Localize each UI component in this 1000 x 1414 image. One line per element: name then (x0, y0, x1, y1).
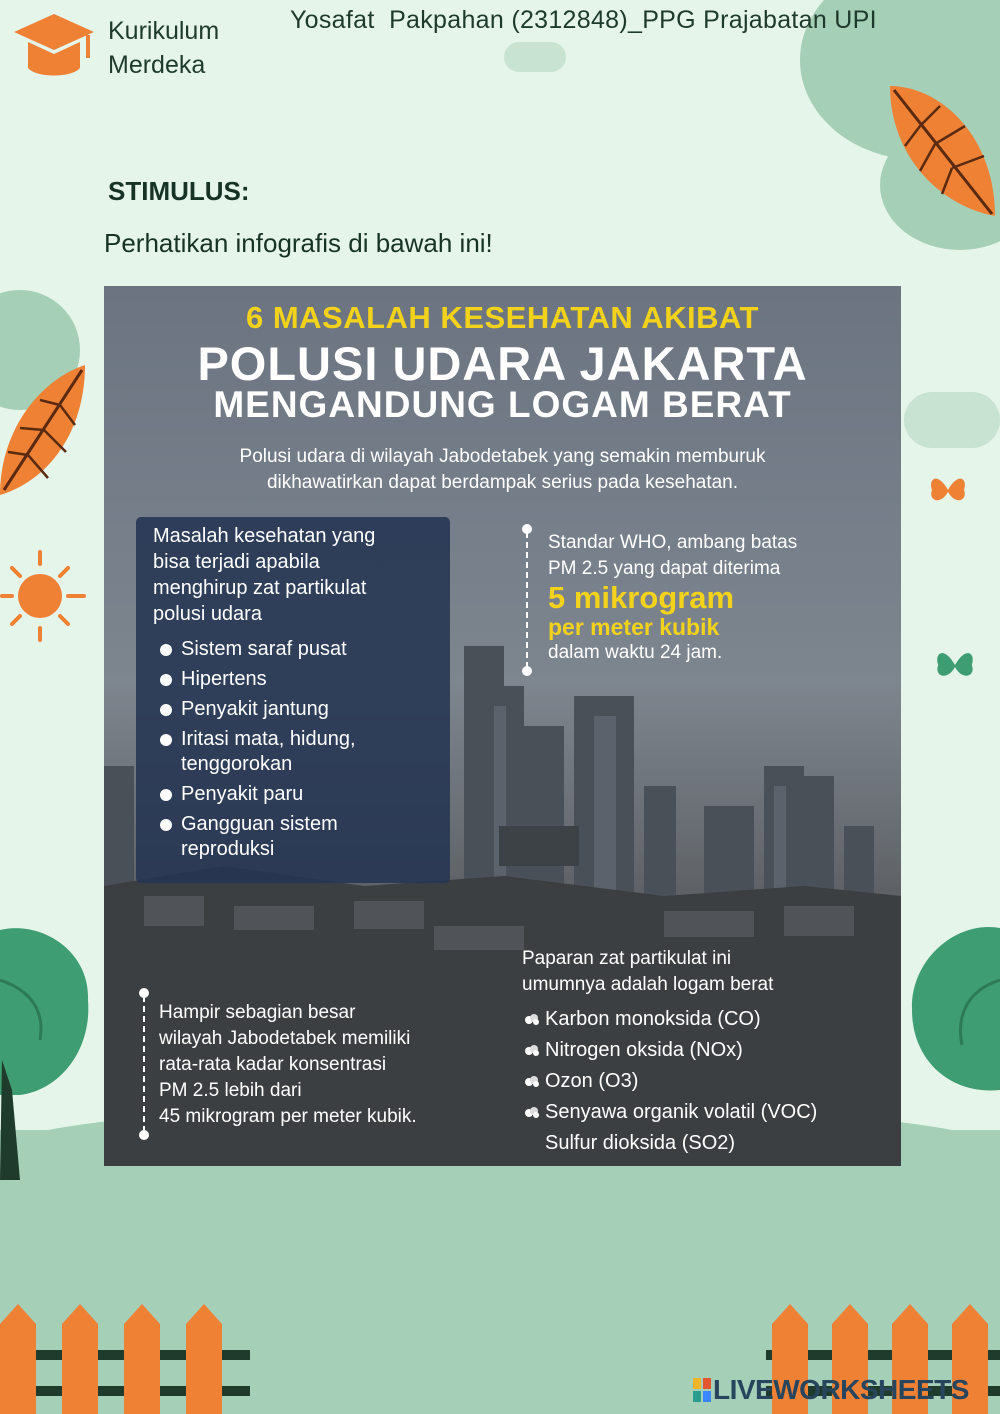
list-item (153, 727, 438, 777)
item-text: Ozon (O3) (545, 1070, 639, 1092)
butterfly-icon (934, 644, 976, 686)
smoke-icon (524, 1044, 540, 1056)
list-item (522, 1035, 882, 1066)
item-text: Karbon monoksida (CO) (545, 1008, 761, 1030)
brand-line: Kurikulum (108, 17, 220, 45)
item-text: Nitrogen oksida (NOx) (545, 1039, 743, 1061)
leaf-icon (880, 76, 1000, 226)
author-line: Yosafat Pakpahan (2312848)_PPG Prajabatan UPI (290, 6, 877, 34)
instruction-text: Perhatikan infografis di bawah ini! (104, 228, 493, 258)
stimulus-label: STIMULUS: (108, 176, 250, 206)
bullet-icon (160, 734, 172, 746)
item-text: Senyawa organik volatil (VOC) (545, 1101, 818, 1123)
butterfly-icon (928, 470, 968, 510)
item-text: Penyakit jantung (181, 698, 329, 720)
watermark-text: LIVEWORKSHEETS (713, 1374, 969, 1405)
graduation-cap-icon (12, 12, 96, 84)
item-text: Sulfur dioksida (SO2) (545, 1132, 736, 1154)
note-line: 45 mikrogram per meter kubik. (159, 1106, 417, 1127)
timeline-dot (139, 1130, 149, 1140)
brand-name (108, 14, 219, 82)
list-item (153, 697, 438, 722)
bullet-icon (160, 789, 172, 801)
item-text: reproduksi (181, 838, 275, 860)
heading-line: umumnya adalah logam berat (522, 974, 774, 995)
bullet-icon (160, 704, 172, 716)
who-text: Standar WHO, ambang batas (548, 532, 798, 553)
list-item (522, 1066, 882, 1097)
heading-line: menghirup zat partikulat (153, 577, 367, 599)
item-text: Penyakit paru (181, 783, 304, 805)
who-threshold-value: 5 mikrogram (548, 580, 735, 615)
list-item (522, 1004, 882, 1035)
sun-icon (0, 548, 92, 644)
smoke-icon (524, 1075, 540, 1087)
health-problems-list (153, 637, 438, 862)
note-line: Hampir sebagian besar (159, 1002, 356, 1023)
note-line: PM 2.5 lebih dari (159, 1080, 302, 1101)
heading-line: Masalah kesehatan yang (153, 525, 376, 547)
note-line: rata-rata kadar konsentrasi (159, 1054, 387, 1075)
who-threshold-unit: per meter kubik (548, 614, 720, 640)
item-text: Sistem saraf pusat (181, 638, 347, 660)
infographic-title-main: POLUSI UDARA JAKARTA (197, 337, 808, 390)
bullet-icon (160, 644, 172, 656)
bullet-icon (160, 819, 172, 831)
infographic-intro (164, 444, 841, 496)
list-item (153, 782, 438, 807)
who-text: dalam waktu 24 jam. (548, 642, 723, 663)
list-item (522, 1128, 882, 1159)
fence-icon (0, 1296, 250, 1414)
intro-line: Polusi udara di wilayah Jabodetabek yang semakin memburuk (239, 446, 766, 467)
timeline-line (143, 996, 145, 1132)
leaf-icon (0, 360, 90, 500)
tree-icon (0, 920, 92, 1180)
intro-line: dikhawatirkan dapat berdampak serius pada kesehatan. (266, 472, 739, 493)
exposure-heading (522, 946, 882, 998)
infographic-title-top: 6 MASALAH KESEHATAN AKIBAT (245, 300, 759, 335)
note-line: wilayah Jabodetabek memiliki (159, 1028, 411, 1049)
smoke-icon (524, 1106, 540, 1118)
health-problems-panel (136, 517, 450, 883)
infographic (104, 286, 901, 1166)
item-text: Hipertens (181, 668, 267, 690)
heading-line: Paparan zat partikulat ini (522, 948, 732, 969)
infographic-title-sub: MENGANDUNG LOGAM BERAT (213, 384, 792, 425)
heading-line: polusi udara (153, 603, 262, 625)
heading-line: bisa terjadi apabila (153, 551, 320, 573)
timeline-line (526, 532, 528, 668)
cloud-icon (904, 392, 1000, 448)
who-standard-note (548, 530, 868, 666)
smoke-icon (524, 1013, 540, 1025)
item-text: Gangguan sistem (181, 813, 338, 835)
jabodetabek-note (159, 1000, 489, 1130)
brand-line: Merdeka (108, 51, 206, 79)
list-item (153, 637, 438, 662)
pollutant-list (522, 1004, 882, 1159)
item-text: tenggorokan (181, 753, 293, 775)
list-item (153, 667, 438, 692)
list-item (522, 1097, 882, 1128)
health-problems-heading (153, 523, 438, 627)
heavy-metal-exposure (522, 946, 882, 1159)
cloud-icon (504, 42, 566, 72)
item-text: Iritasi mata, hidung, (181, 728, 356, 750)
liveworksheets-logo-icon (693, 1378, 711, 1402)
who-text: PM 2.5 yang dapat diterima (548, 558, 781, 579)
liveworksheets-watermark (693, 1374, 969, 1406)
list-item (153, 812, 438, 862)
tree-icon (906, 920, 1000, 1150)
timeline-dot (522, 666, 532, 676)
bullet-icon (160, 674, 172, 686)
